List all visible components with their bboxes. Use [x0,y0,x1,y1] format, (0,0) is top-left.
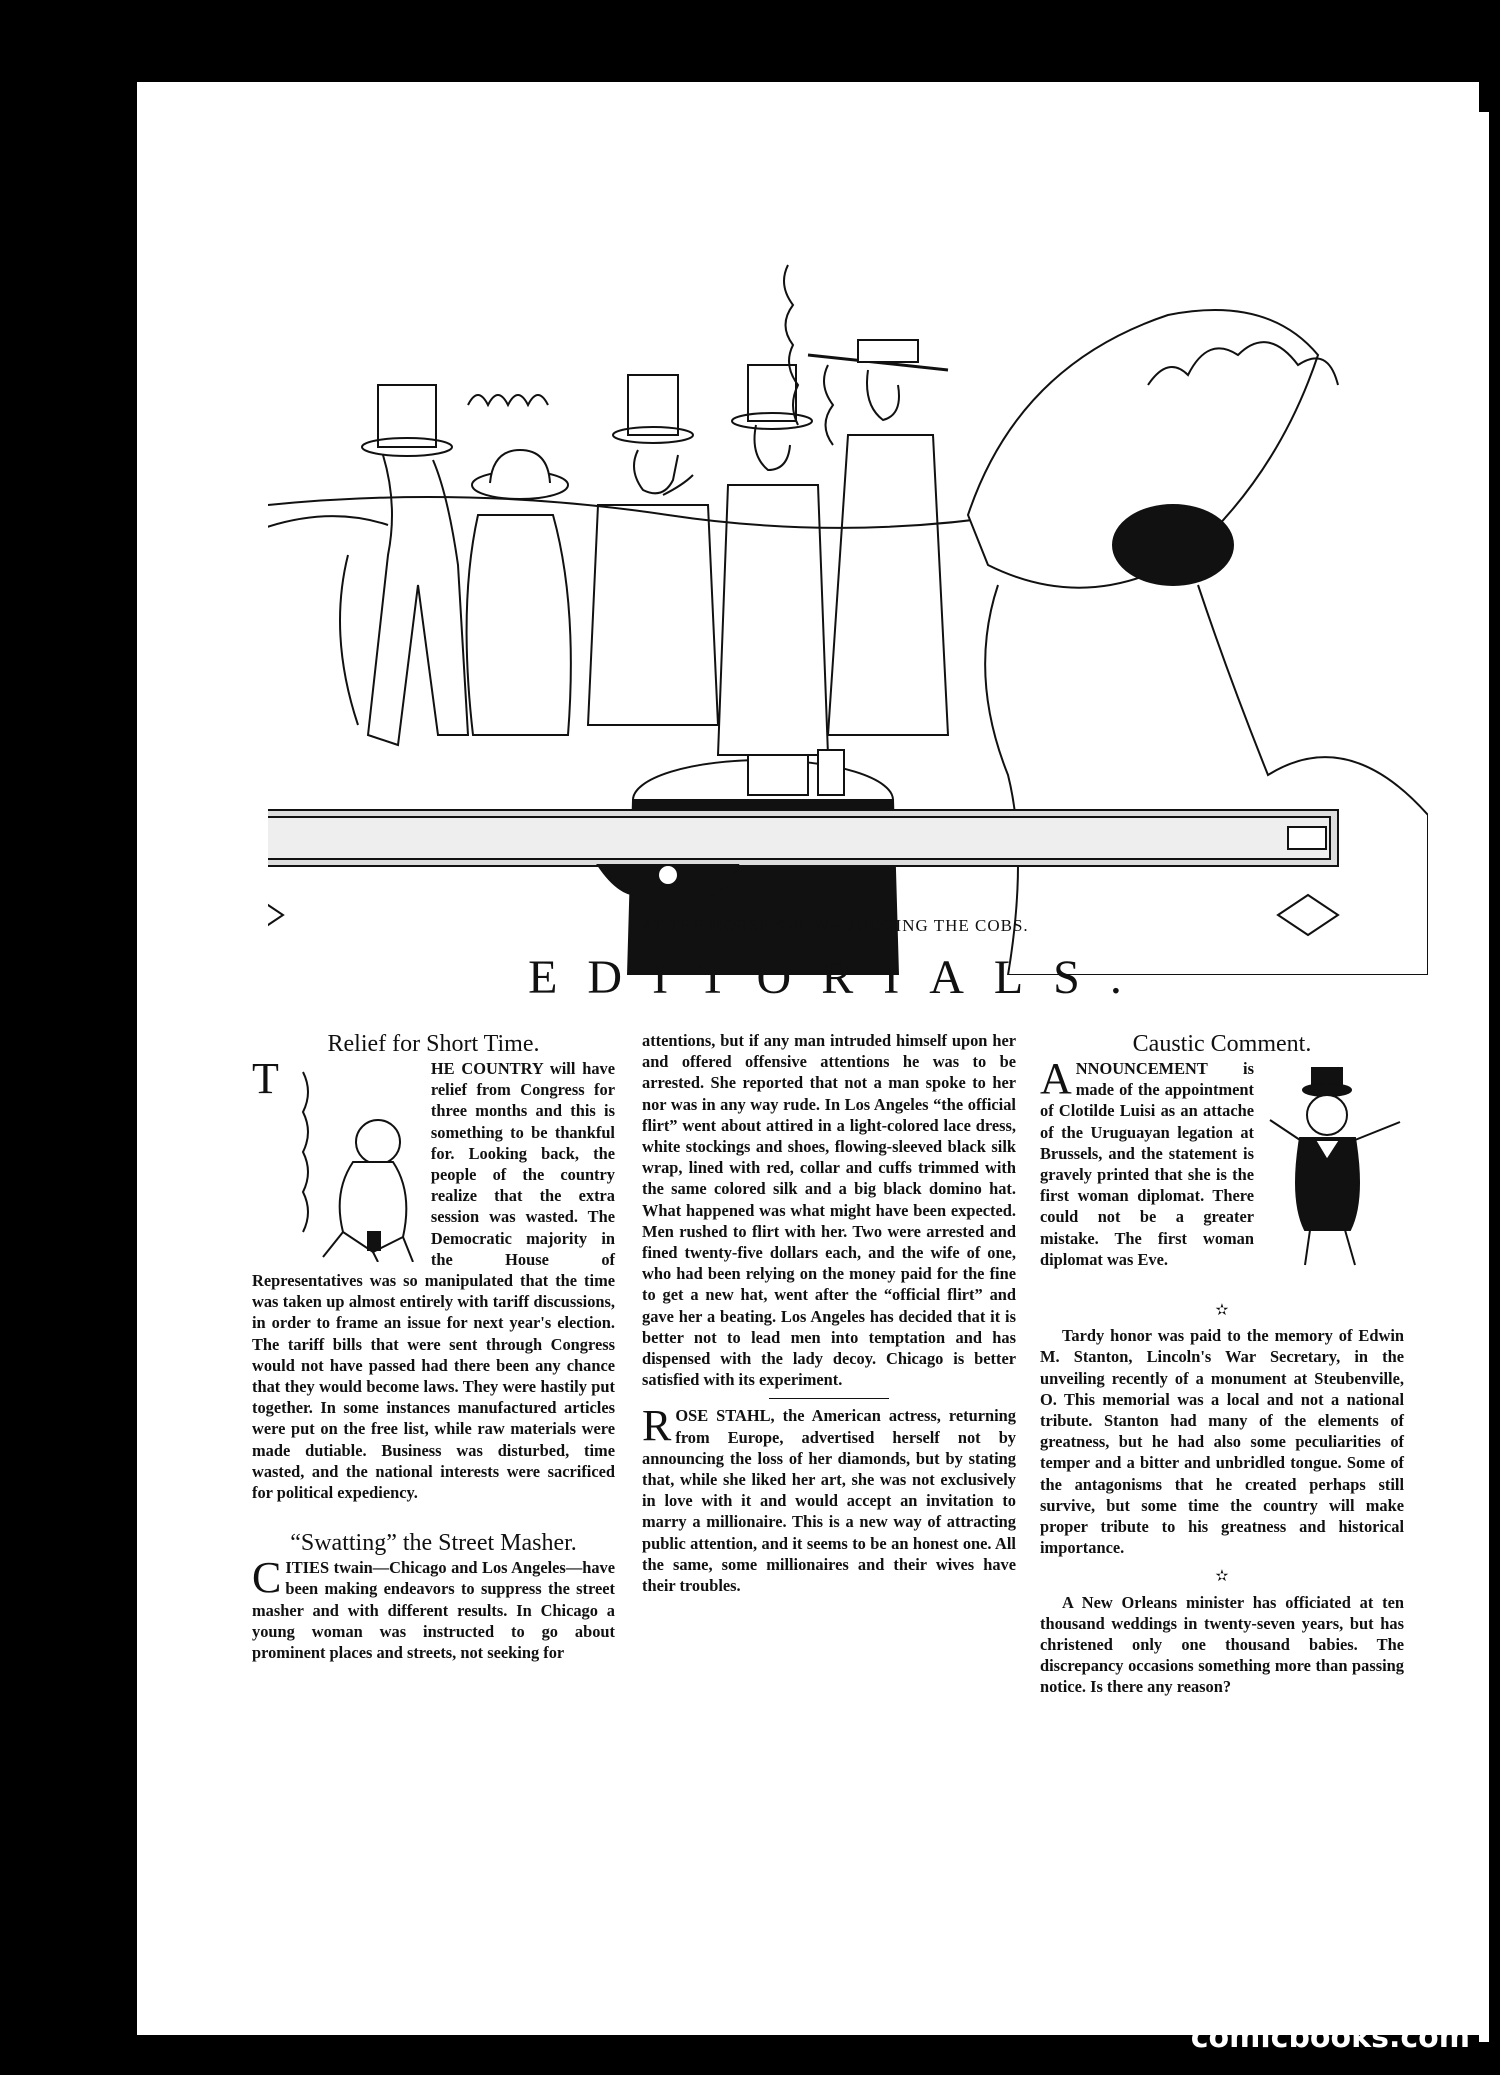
editorial-stanton: Tardy honor was paid to the memory of Edwin M. Stanton, Lincoln's War Secretary, in the unveiling recently of a monument at Steubenville, O. This memorial was a local and not a national tribute. Stanton had many of the elements of greatness, but he had also some peculiarities of temper and a bitter and unbridled tongue. Some of the antagonisms that he created perhaps still survive, but some time the country will make proper tribute to his greatness and historical importance. [1040,1326,1404,1558]
diplomat-cartoon [1260,1060,1410,1270]
source-watermark: comicbooks.com [1190,2020,1470,2055]
paragraph-text: HE COUNTRY will have relief from Congress for three months and this is something to be thankful for. Looking back, the people of the country realize that the extra session was wasted. The Democratic majority in the House of Representatives was so manipulated that the time was taken up almost entirely with tariff discussions, in order to frame an issue for next year's election. The tariff bills that were sent through Congress would not have passed had there been any chance that they would become laws. They were hastily put together. In some instances manufactured articles were put on the free list, while raw materials were made dutiable. Business was disturbed, time wasted, and the national interests were sacrificed for political expediency. [252,1059,615,1503]
editorial-caustic-body [1040,1054,1404,1270]
column-2 [642,1030,1016,1596]
illustration-caption: AT THE HORSE SHOW—JUDGING THE COBS. [641,916,1029,935]
editorial-heading-masher: “Swatting” the Street Masher. [290,1530,577,1557]
star-divider: ✫ [1215,1302,1229,1320]
editorial-heading-caustic: Caustic Comment. [1132,1031,1312,1057]
column-1 [252,1030,615,1663]
drop-cap: R [642,1401,672,1451]
paragraph-text: ITIES twain—Chicago and Los Angeles—have been making endeavors to suppress the street masher and with different results. In Chicago a young woman was instructed to go about prominent places and streets, not seeking for [252,1558,615,1663]
page-edge [1479,112,1489,2042]
drop-cap: T [252,1054,279,1103]
page-title: EDITORIALS. [528,951,1152,1004]
star-divider: ✫ [1215,1568,1229,1586]
paragraph-text: OSE STAHL, the American actress, returning from Europe, advertised herself not by announcing the loss of her diamonds, but by stating that, while she liked her art, she was not exclusively in love with it and would accept an invitation to marry a millionaire. This is a new way of attracting public attention, and it seems to be an honest one. All the same, some millionaires and their wives have their troubles. [642,1406,1016,1596]
drop-cap: C [252,1553,282,1603]
editorial-heading-relief: Relief for Short Time. [327,1031,540,1057]
divider [769,1398,889,1399]
editorial-masher-body [252,1553,615,1663]
congressman-cartoon [283,1062,423,1262]
column-3 [1040,1030,1404,1698]
editorial-new-orleans: A New Orleans minister has officiated at ten thousand weddings in twenty-seven years, but has christened only one thousand babies. The discrepancy occasions something more than passing notice. Is there any reason? [1040,1592,1404,1697]
paragraph-text: NNOUNCEMENT is made of the appointment of Clotilde Luisi as an attache of the Uruguayan legation at Brussels, and the statement is gravely printed that she is the first woman diplomat. There could not be a greater mistake. The first woman diplomat was Eve. [1040,1059,1254,1269]
editorial-rose-stahl [642,1401,1016,1596]
editorial-masher-continued: attentions, but if any man intruded himself upon her and offered offensive attentions he was to be arrested. She reported that not a man spoke to her nor was in any way rude. In Los Angeles “the official flirt” went about attired in a light-colored lace dress, white stockings and shoes, flowing-sleeved black silk wrap, lined with red, collar and cuffs trimmed with the same colored silk and a big black domino hat. What happened was what might have been expected. Men rushed to flirt with her. Two were arrested and fined twenty-five dollars each, and the wife of one, who had been relying on the money paid for the fine to get a new hat, went after the “official flirt” and gave her a beating. Los Angeles has decided that it is better not to lead men into temptation and has dispensed with the lady decoy. Chicago is better satisfied with its experiment. [642,1031,1016,1390]
drop-cap: A [1040,1054,1072,1103]
editorial-relief-body [252,1054,615,1503]
horse-show-illustration [268,255,1428,975]
